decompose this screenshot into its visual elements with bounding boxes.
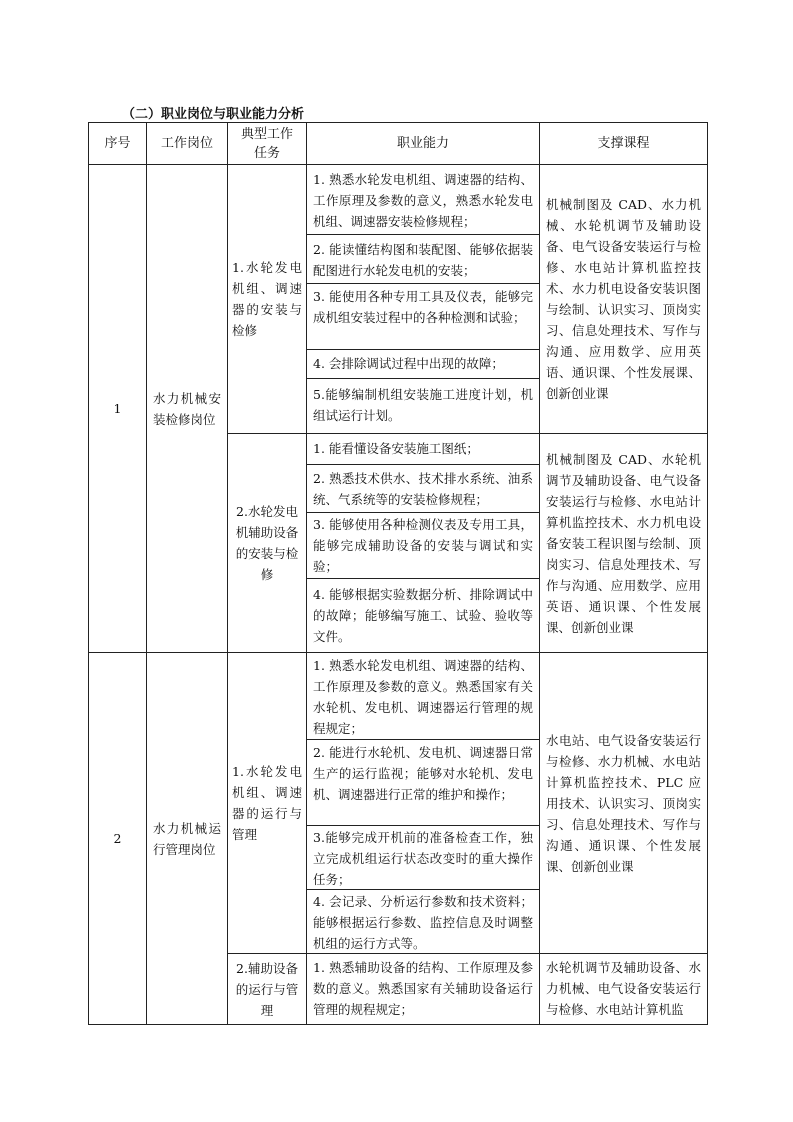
header-row	[89, 123, 708, 165]
header-course: 支撑课程	[540, 123, 708, 165]
ability-item: 3. 能使用各种专用工具及仪表，能够完成机组安装过程中的各种检测和试验；	[307, 283, 539, 349]
ability-item: 4. 会记录、分析运行参数和技术资料；能够根据运行参数、监控信息及时调整机组的运行方式等。	[307, 889, 539, 953]
course-cell: 机械制图及 CAD、水轮机调节及辅助设备、电气设备安装运行与检修、水电站计算机监控技术、水力机电设备安装工程识图与绘制、顶岗实习、信息处理技术、写作与沟通、应用数学、应用英语、通识课、个性发展课、创新创业课	[540, 434, 708, 653]
ability-item: 2. 能读懂结构图和装配图、能够依据装配图进行水轮发电机的安装；	[307, 234, 539, 283]
row-seq: 2	[89, 653, 147, 1025]
header-seq: 序号	[89, 123, 147, 165]
task-name: 2.辅助设备的运行与管理	[228, 954, 307, 1025]
task-name: 1.水轮发电机组、调速器的运行与管理	[228, 653, 307, 954]
header-post: 工作岗位	[147, 123, 228, 165]
ability-cell	[307, 653, 540, 954]
header-task: 典型工作任务	[228, 123, 307, 165]
section-heading: （二）职业岗位与职业能力分析	[122, 107, 305, 122]
course-cell: 水电站、电气设备安装运行与检修、水力机械、水电站计算机监控技术、PLC 应用技术、认识实习、顶岗实习、信息处理技术、写作与沟通、通识课、个性发展课、创新创业课	[540, 653, 708, 954]
ability-cell	[307, 434, 540, 653]
table-row	[89, 165, 708, 434]
ability-item: 1. 熟悉辅助设备的结构、工作原理及参数的意义。熟悉国家有关辅助设备运行管理的规程规定；	[313, 960, 533, 1017]
task-name: 2.水轮发电机辅助设备的安装与检修	[228, 434, 307, 653]
ability-item: 2. 能进行水轮机、发电机、调速器日常生产的运行监视；能够对水轮机、发电机、调速器进行正常的维护和操作；	[307, 739, 539, 825]
row-seq: 1	[89, 165, 147, 653]
ability-cell	[307, 165, 540, 434]
table-row	[89, 653, 708, 954]
task-name: 1.水轮发电机组、调速器的安装与检修	[228, 165, 307, 434]
ability-item: 5.能够编制机组安装施工进度计划，机组试运行计划。	[307, 378, 539, 433]
ability-item: 3.能够完成开机前的准备检查工作，独立完成机组运行状态改变时的重大操作任务；	[307, 825, 539, 889]
ability-item: 4. 会排除调试过程中出现的故障；	[307, 349, 539, 378]
ability-item: 1. 熟悉水轮发电机组、调速器的结构、工作原理及参数的意义，熟悉水轮发电机组、调速器安装检修规程；	[313, 172, 533, 229]
ability-item: 4. 能够根据实验数据分析、排除调试中的故障；能够编写施工、试验、验收等文件。	[307, 578, 539, 652]
row-post: 水力机械运行管理岗位	[147, 653, 228, 1025]
row-post: 水力机械安装检修岗位	[147, 165, 228, 653]
ability-item: 1. 熟悉水轮发电机组、调速器的结构、工作原理及参数的意义。熟悉国家有关水轮机、发电机、调速器运行管理的规程规定；	[313, 658, 533, 736]
ability-item: 1. 能看懂设备安装施工图纸；	[313, 441, 479, 456]
ability-item: 2. 熟悉技术供水、技术排水系统、油系统、气系统等的安装检修规程；	[307, 464, 539, 512]
ability-item: 3. 能够使用各种检测仪表及专用工具，能够完成辅助设备的安装与调试和实验；	[307, 512, 539, 578]
course-cell: 机械制图及 CAD、水力机械、水轮机调节及辅助设备、电气设备安装运行与检修、水电站计算机监控技术、水力机电设备安装识图与绘制、认识实习、顶岗实习、信息处理技术、写作与沟通、应用数学、应用英语、通识课、个性发展课、创新创业课	[540, 165, 708, 434]
header-ability: 职业能力	[307, 123, 540, 165]
job-ability-table	[88, 122, 708, 1025]
course-cell: 水轮机调节及辅助设备、水力机械、电气设备安装运行与检修、水电站计算机监	[540, 954, 708, 1025]
ability-cell	[307, 954, 540, 1025]
